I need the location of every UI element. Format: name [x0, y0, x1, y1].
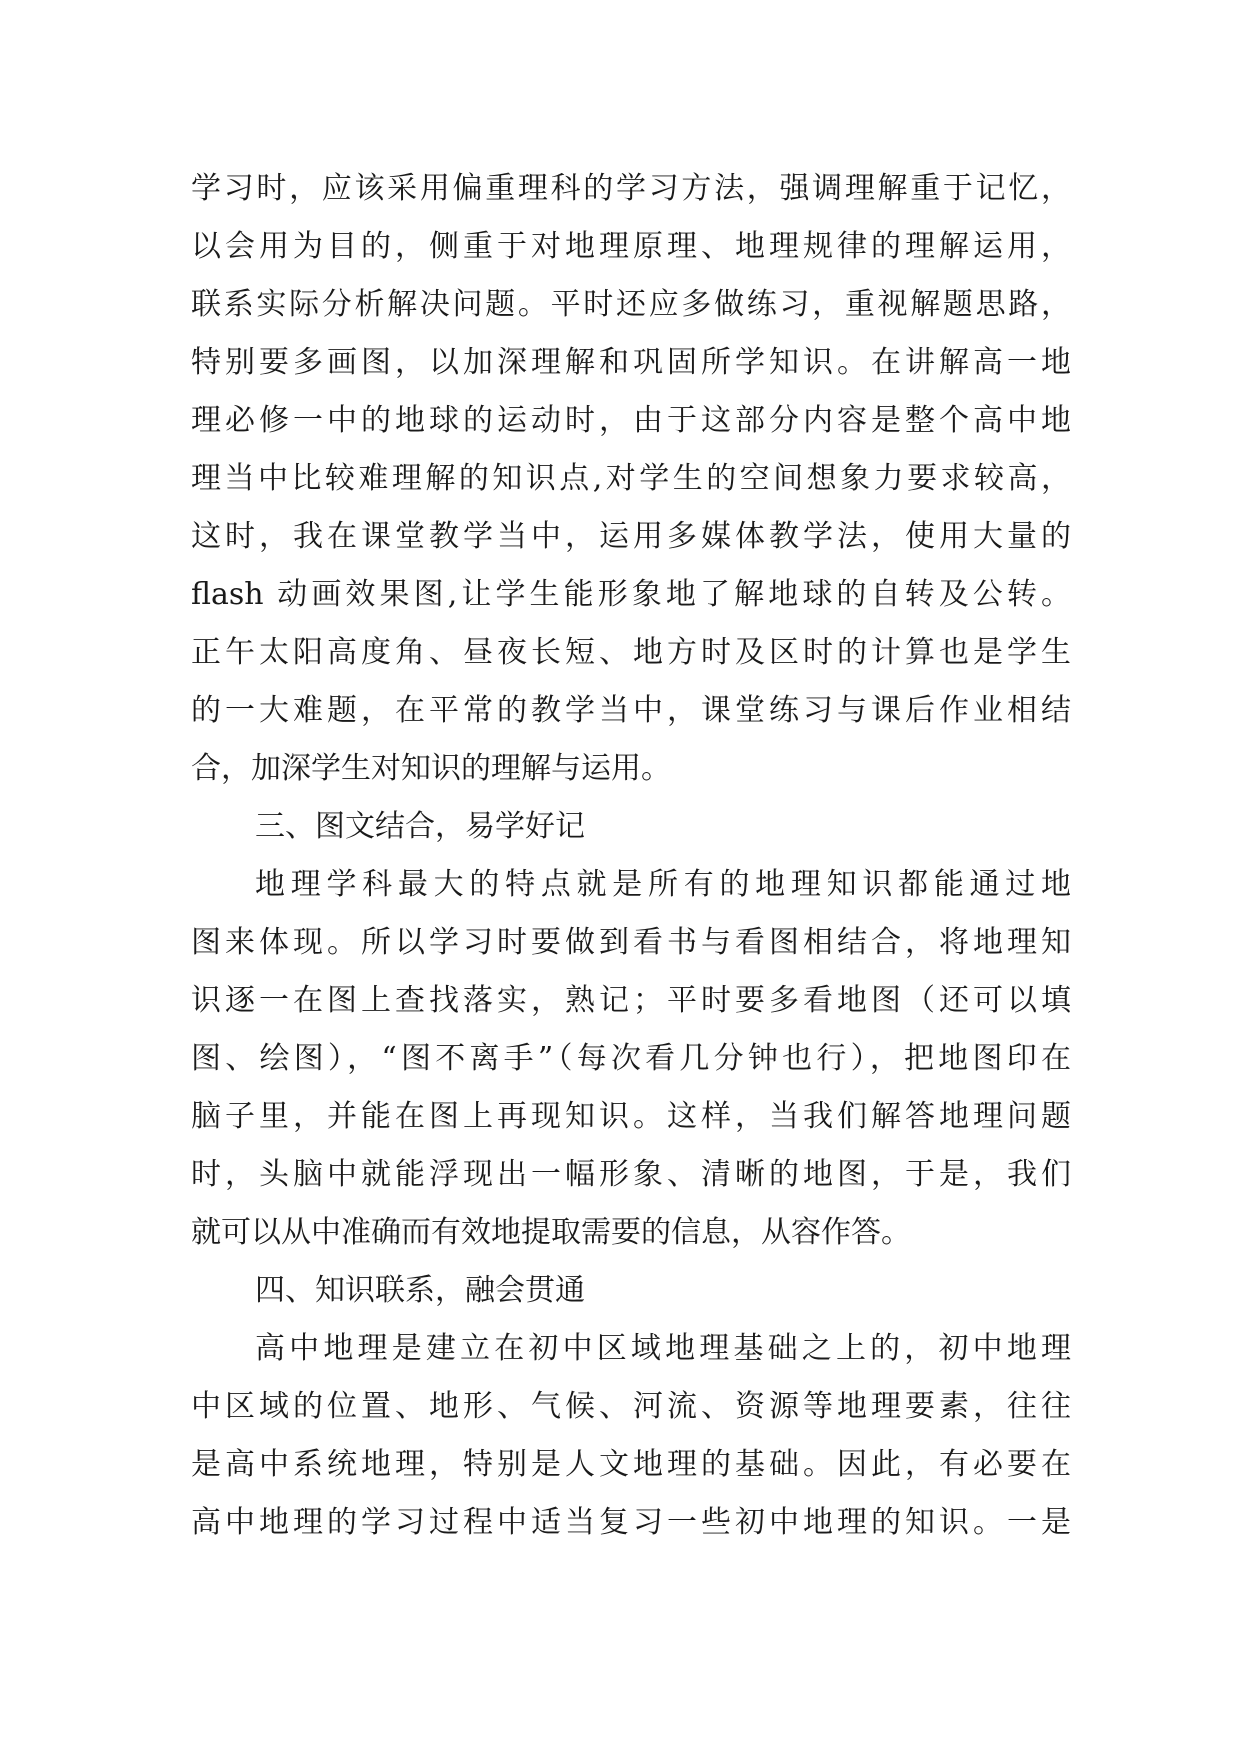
- text-line: 合，加深学生对知识的理解与运用。: [191, 751, 671, 786]
- text-line: 特别要多画图，以加深理解和巩固所学知识。在讲解高一地: [191, 345, 1071, 380]
- text-line: 理当中比较难理解的知识点,对学生的空间想象力要求较高，: [191, 461, 1071, 496]
- paragraph: [191, 856, 1071, 1262]
- paragraph: [191, 1320, 1071, 1552]
- text-line: 地理学科最大的特点就是所有的地理知识都能通过地: [255, 867, 1071, 902]
- text-line: 的一大难题，在平常的教学当中，课堂练习与课后作业相结: [191, 693, 1071, 728]
- text-line: 脑子里，并能在图上再现知识。这样，当我们解答地理问题: [191, 1099, 1071, 1134]
- text-line: 高中地理是建立在初中区域地理基础之上的，初中地理: [255, 1331, 1071, 1366]
- heading-text: 三、图文结合，易学好记: [255, 809, 585, 844]
- section-heading: [191, 798, 1071, 856]
- text-line: 这时，我在课堂教学当中，运用多媒体教学法，使用大量的: [191, 519, 1071, 554]
- text-line: 高中地理的学习过程中适当复习一些初中地理的知识。一是: [191, 1505, 1071, 1540]
- heading-text: 四、知识联系，融会贯通: [255, 1273, 585, 1308]
- text-line: 联系实际分析解决问题。平时还应多做练习，重视解题思路，: [191, 287, 1071, 322]
- body-text: [191, 160, 1071, 1552]
- text-line: flash 动画效果图,让学生能形象地了解地球的自转及公转。: [191, 577, 1071, 612]
- paragraph: [191, 160, 1071, 798]
- text-line: 时，头脑中就能浮现出一幅形象、清晰的地图，于是，我们: [191, 1157, 1071, 1192]
- text-line: 以会用为目的，侧重于对地理原理、地理规律的理解运用，: [191, 229, 1071, 264]
- text-line: 正午太阳高度角、昼夜长短、地方时及区时的计算也是学生: [191, 635, 1071, 670]
- text-line: 中区域的位置、地形、气候、河流、资源等地理要素，往往: [191, 1389, 1071, 1424]
- text-line: 识逐一在图上查找落实，熟记；平时要多看地图（还可以填: [191, 983, 1071, 1018]
- section-heading: [191, 1262, 1071, 1320]
- text-line: 学习时，应该采用偏重理科的学习方法，强调理解重于记忆，: [191, 171, 1071, 206]
- text-line: 就可以从中准确而有效地提取需要的信息，从容作答。: [191, 1215, 911, 1250]
- text-line: 是高中系统地理，特别是人文地理的基础。因此，有必要在: [191, 1447, 1071, 1482]
- text-line: 图、绘图），“图不离手”（每次看几分钟也行），把地图印在: [191, 1041, 1071, 1076]
- text-line: 图来体现。所以学习时要做到看书与看图相结合，将地理知: [191, 925, 1071, 960]
- text-line: 理必修一中的地球的运动时，由于这部分内容是整个高中地: [191, 403, 1071, 438]
